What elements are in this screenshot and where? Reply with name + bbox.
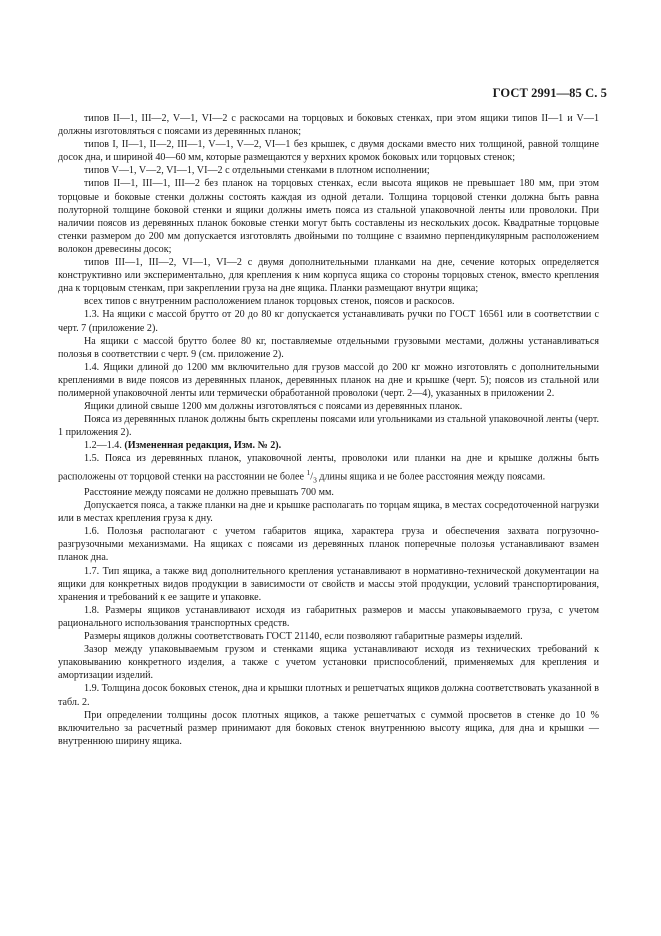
paragraph: типов III—1, III—2, VI—1, VI—2 с двумя дополнительными планками на дне, сечение которых определяется конструктивно или экспериментально, для крепления к ним корпуса ящика со стороны торцовых стенок, вместо крепления дна к торцовым стенкам, при закреплении груза на дне ящика. Планки размещают внутри ящика; (58, 257, 599, 295)
fraction-numerator: 1 (306, 467, 311, 477)
amendment-note (58, 439, 599, 452)
paragraph: Допускается пояса, а также планки на дне и крышке располагать по торцам ящика, в местах сосредоточенной нагрузки или в местах крепления груза к дну. (58, 500, 599, 525)
paragraph: 1.8. Размеры ящиков устанавливают исходя из габаритных размеров и массы упаковываемого груза, с учетом рационального использования транспортных средств. (58, 604, 599, 629)
paragraph: 1.4. Ящики длиной до 1200 мм включительно для грузов массой до 200 кг можно изготовлять с дополнительными креплениями в виде поясов из деревянных планок, деревянных планок на дне и крышке (черт. 5); поясов из стальной или полимерной упаковочной ленты или термически обработанной проволоки (черт. 2—4), указанных в приложении 2. (58, 361, 599, 399)
para-1-5-before: 1.5. Пояса из деревянных планок, упаковочной ленты, проволоки или планки на дне и крышке должны быть расположены от торцовой стенки на расстоянии не более (58, 453, 599, 482)
para-1-5-after: длины ящика и не более расстояния между поясами. (319, 470, 546, 482)
paragraph: Ящики длиной свыше 1200 мм должны изготовляться с поясами из деревянных планок. (84, 401, 463, 413)
document-body (58, 112, 599, 748)
paragraph: При определении толщины досок плотных ящиков, а также решетчатых с суммой просветов в стенке до 10 % включительно за расчетный размер принимают для боковых стенок внутреннюю высоту ящика, для дна и крышки — внутреннюю ширину ящика. (58, 709, 599, 747)
fraction-denominator: 3 (313, 474, 317, 484)
paragraph: типов II—1, III—1, III—2 без планок на торцовых стенках, если высота ящиков не превышает 180 мм, при этом торцовые и боковые стенки должны состоять каждая из одной детали. Толщина торцовой стенки должна быть равна полуторной толщине боковой стенки и ящики должны иметь пояса из стальной упаковочной ленты или проволоки. При наличии поясов из деревянных планок боковые стенки могут быть составлены из нескольких досок. Квадратные торцовые стенки размером до 200 мм допускается изготовлять двойными по толщине с взаимно перпендикулярным расположением волокон древесины досок; (58, 178, 599, 255)
paragraph: Зазор между упаковываемым грузом и стенками ящика устанавливают исходя из технических требований к упаковыванию конкретного изделия, а также с учетом установки приспособлений, применяемых для крепления и амортизации изделий. (58, 644, 599, 682)
fraction-separator: / (310, 470, 314, 482)
paragraph: типов V—1, V—2, VI—1, VI—2 с отдельными стенками в плотном исполнении; (84, 165, 430, 177)
paragraph: 1.3. На ящики с массой брутто от 20 до 80 кг допускается устанавливать ручки по ГОСТ 16561 или в соответствии с черт. 7 (приложение 2). (58, 309, 599, 334)
paragraph: типов II—1, III—2, V—1, VI—2 с раскосами на торцовых и боковых стенках, при этом ящики типов II—1 и V—1 должны изготовляться с поясами из деревянных планок; (58, 113, 599, 138)
page-header: ГОСТ 2991—85 С. 5 (492, 86, 607, 100)
paragraph: всех типов с внутренним расположением планок торцовых стенок, поясов и раскосов. (84, 296, 455, 308)
paragraph: Расстояние между поясами не должно превышать 700 мм. (84, 487, 334, 498)
paragraph: На ящики с массой брутто более 80 кг, поставляемые отдельными грузовыми местами, должны устанавливаться полозья в соответствии с черт. 9 (см. приложение 2). (58, 335, 599, 360)
paragraph: типов I, II—1, II—2, III—1, V—1, V—2, VI—1 без крышек, с двумя досками вместо них толщиной, равной толщине досок дна, и шириной 40—60 мм, которые размещаются у верхних кромок боковых или торцовых стенок; (58, 139, 599, 164)
paragraph: 1.9. Толщина досок боковых стенок, дна и крышки плотных и решетчатых ящиков должна соответствовать указанной в табл. 2. (58, 683, 599, 708)
paragraph: 1.6. Полозья располагают с учетом габаритов ящика, характера груза и обеспечения захвата погрузочно-разгрузочными механизмами. На ящиках с поясами из деревянных планок поперечные полозья устанавливают взамен планок дна. (58, 526, 599, 564)
paragraph: 1.7. Тип ящика, а также вид дополнительного крепления устанавливают в нормативно-технической документации на ящики для конкретных видов продукции в зависимости от свойств и массы этой продукции, условий транспортирования, хранения и требований к ее защите и упаковке. (58, 565, 599, 603)
amendment-bold: (Измененная редакция, Изм. № 2). (124, 440, 282, 452)
amendment-prefix: 1.2—1.4. (84, 440, 122, 452)
paragraph: Пояса из деревянных планок должны быть скреплены поясами или угольниками из стальной упаковочной ленты (черт. 1 приложения 2). (58, 414, 599, 439)
paragraph-1-5 (58, 452, 599, 486)
paragraph: Размеры ящиков должны соответствовать ГОСТ 21140, если позволяют габаритные размеры изделий. (84, 631, 523, 643)
